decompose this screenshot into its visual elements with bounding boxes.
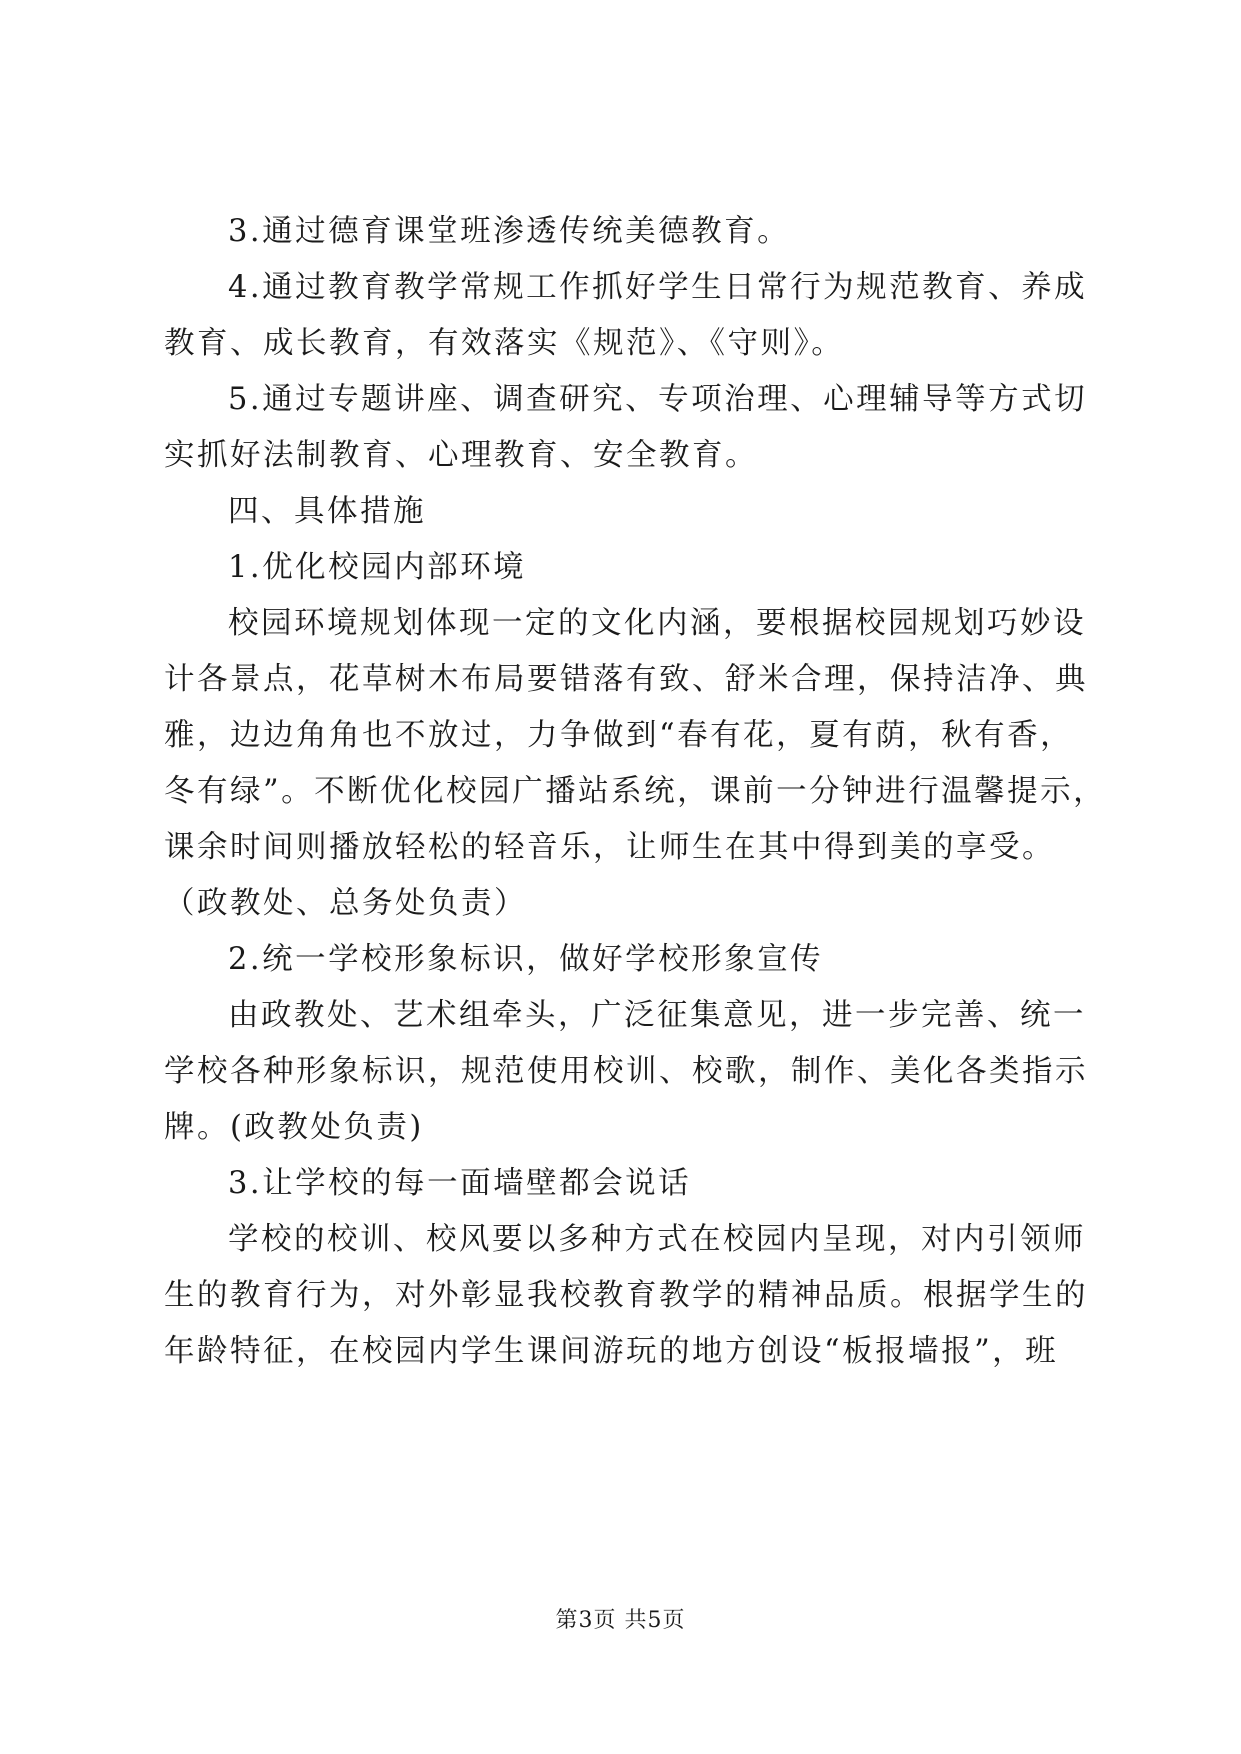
paragraph-line: （政教处、总务处负责） <box>164 886 527 921</box>
subsection-heading: 3.让学校的每一面墙壁都会说话 <box>228 1166 692 1201</box>
paragraph-line: 4.通过教育教学常规工作抓好学生日常行为规范教育、养成 <box>228 270 1088 305</box>
paragraph-line: 教育、成长教育，有效落实《规范》、《守则》。 <box>164 326 845 361</box>
paragraph-line: 冬有绿”。不断优化校园广播站系统，课前一分钟进行温馨提示， <box>164 774 1107 809</box>
paragraph-line: 雅，边边角角也不放过，力争做到“春有花，夏有荫，秋有香， <box>164 718 1074 753</box>
paragraph-line: 校园环境规划体现一定的文化内涵，要根据校园规划巧妙设 <box>228 606 1086 641</box>
paragraph-line: 3.通过德育课堂班渗透传统美德教育。 <box>228 214 791 249</box>
subsection-heading: 1.优化校园内部环境 <box>228 550 527 585</box>
paragraph-line: 实抓好法制教育、心理教育、安全教育。 <box>164 438 758 473</box>
page-number: 第3页 共5页 <box>555 1608 686 1633</box>
paragraph-line: 年龄特征，在校园内学生课间游玩的地方创设“板报墙报”，班 <box>164 1334 1059 1369</box>
paragraph-line: 课余时间则播放轻松的轻音乐，让师生在其中得到美的享受。 <box>164 830 1055 865</box>
paragraph-line: 牌。(政教处负责) <box>164 1110 424 1145</box>
paragraph-line: 由政教处、艺术组牵头，广泛征集意见，进一步完善、统一 <box>228 998 1086 1033</box>
paragraph-line: 生的教育行为，对外彰显我校教育教学的精神品质。根据学生的 <box>164 1278 1088 1313</box>
paragraph-line: 5.通过专题讲座、调查研究、专项治理、心理辅导等方式切 <box>228 382 1088 417</box>
paragraph-line: 学校各种形象标识，规范使用校训、校歌，制作、美化各类指示 <box>164 1054 1088 1089</box>
paragraph-line: 学校的校训、校风要以多种方式在校园内呈现，对内引领师 <box>228 1222 1086 1257</box>
subsection-heading: 2.统一学校形象标识，做好学校形象宣传 <box>228 942 824 977</box>
paragraph-line: 计各景点，花草树木布局要错落有致、舒米合理，保持洁净、典 <box>164 662 1088 697</box>
section-heading: 四、具体措施 <box>228 494 426 529</box>
